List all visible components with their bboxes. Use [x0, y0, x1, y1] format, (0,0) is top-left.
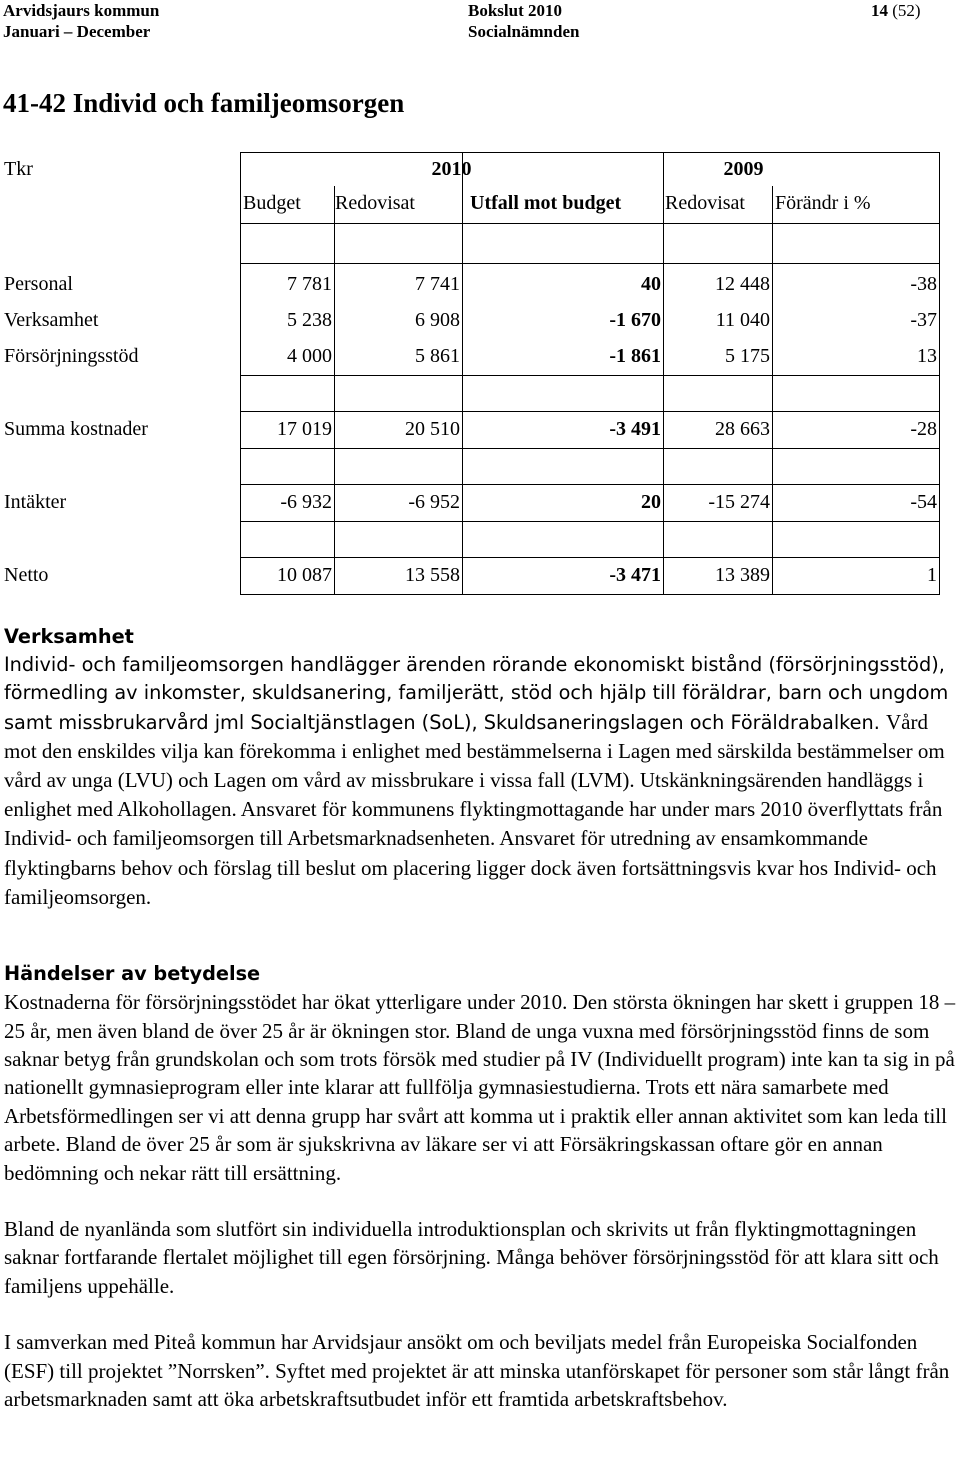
section-title: 41-42 Individ och familjeomsorgen [3, 88, 405, 118]
cell-redovisat-prev: 28 663 [715, 418, 770, 440]
col-budget: Budget [243, 192, 301, 214]
cell-forandr: 1 [927, 564, 937, 586]
cell-budget: 10 087 [277, 564, 332, 586]
handelser-paragraph-2: Bland de nyanlända som slutfört sin individuella introduktionsplan och skrivits ut från flyktingmottagningen saknar fortfarande flertalet möjlighet till egen försörjning. Många behöver försörjningsstöd för att klara sitt och familjens uppehälle. [4, 1217, 939, 1298]
header-dept: Socialnämnden [468, 22, 580, 41]
cell-budget: 5 238 [287, 309, 332, 331]
cell-budget: 4 000 [287, 345, 332, 367]
cell-forandr: -54 [910, 491, 937, 513]
col-utfall: Utfall mot budget [470, 192, 622, 214]
col-forandr: Förändr i % [775, 192, 871, 214]
col-redovisat-prev: Redovisat [665, 192, 745, 214]
handelser-paragraph-3: I samverkan med Piteå kommun har Arvidsjaur ansökt om och beviljats medel från Europeiska Socialfonden (ESF) till projektet ”Norrsken”. Syftet med projektet är att minska utanförskapet för personer som står långt från arbetsmarknaden samt att öka arbetskraftsutbudet inför ett framtida arbetskraftsbehov. [4, 1330, 950, 1412]
cell-utfall: 40 [641, 273, 661, 295]
cell-redovisat: 20 510 [405, 418, 460, 440]
cell-utfall: -1 861 [609, 345, 661, 367]
verksamhet-heading: Verksamhet [4, 625, 134, 648]
cell-forandr: -37 [910, 309, 937, 331]
unit-label: Tkr [4, 158, 33, 180]
cell-budget: -6 932 [280, 491, 332, 513]
cell-redovisat: 6 908 [415, 309, 460, 331]
cell-redovisat: -6 952 [408, 491, 460, 513]
cell-redovisat: 13 558 [405, 564, 460, 586]
verksamhet-body [4, 651, 956, 912]
row-label: Försörjningsstöd [4, 345, 139, 367]
row-label: Intäkter [4, 491, 67, 513]
cell-utfall: -3 471 [609, 564, 661, 586]
row-label: Verksamhet [4, 309, 99, 331]
cell-redovisat-prev: -15 274 [708, 491, 770, 513]
verksamhet-body-continued: Vård mot den enskildes vilja kan förekomma i enlighet med bestämmelserna i Lagen med särskilda bestämmelser om vård av unga (LVU) och Lagen om vård av missbrukare i vissa fall (LVM). Utskänkningsärenden handläggs i enlighet med Alkohollagen. Ansvaret för kommunens flyktingmottagande har under mars 2010 överflyttats från Individ- och familjeomsorgen till Arbetsmarknadsenheten. Ansvaret för utredning av ensamkommande flyktingbarns behov och förslag till beslut om placering ligger dock även fortsättningsvis kvar hos Individ- och familjeomsorgen. [4, 709, 945, 909]
financial-table [0, 0, 960, 600]
header-period: Januari – December [3, 22, 151, 41]
verksamhet-section [4, 623, 956, 912]
row-label: Personal [4, 273, 73, 295]
cell-redovisat-prev: 11 040 [715, 309, 770, 331]
year-current: 2010 [431, 158, 472, 180]
cell-utfall: 20 [641, 491, 661, 513]
handelser-heading: Händelser av betydelse [4, 962, 261, 985]
cell-budget: 17 019 [277, 418, 332, 440]
col-redovisat: Redovisat [335, 192, 415, 214]
header-org: Arvidsjaurs kommun [3, 1, 160, 20]
cell-redovisat-prev: 13 389 [715, 564, 770, 586]
cell-utfall: -3 491 [609, 418, 661, 440]
year-previous: 2009 [723, 158, 764, 180]
handelser-paragraph-1: Kostnaderna för försörjningsstödet har ökat ytterligare under 2010. Den största ökningen har skett i gruppen 18 – 25 år, men även bland de över 25 år är ökningen stor. Bland de unga vuxna med försörjningsstöd finns de som saknar betyg från grundskolan och som trots försök med studier på IV (Individuellt program) inte kan ta sig in på nationellt gymnasieprogram eller inte klarar att fullfölja gymnasiestudierna. Trots ett nära samarbete med Arbetsförmedlingen ser vi att denna grupp har svårt att komma ut i praktik eller annan aktivitet som kan leda till arbete. Bland de över 25 år som är sjukskrivna av läkare ser vi att Försäkringskassan oftare gör en annan bedömning och nekar rätt till ersättning. [4, 990, 956, 1185]
row-label: Netto [4, 564, 49, 586]
cell-redovisat: 5 861 [415, 345, 460, 367]
cell-forandr: -38 [910, 273, 937, 295]
cell-redovisat-prev: 5 175 [725, 345, 770, 367]
cell-redovisat-prev: 12 448 [715, 273, 770, 295]
cell-budget: 7 781 [287, 273, 332, 295]
header-doc: Bokslut 2010 [468, 1, 562, 20]
cell-redovisat: 7 741 [415, 273, 460, 295]
cell-forandr: -28 [910, 418, 937, 440]
handelser-section [4, 960, 956, 1413]
row-label: Summa kostnader [4, 418, 148, 440]
cell-utfall: -1 670 [609, 309, 661, 331]
verksamhet-body-text: Individ- och familjeomsorgen handlägger ärenden rörande ekonomiskt bistånd (försörjningsstöd), förmedling av inkomster, skuldsanering, familjerätt, stöd och hjälp till föräldrar, barn och ungdom samt missbrukarvård jml Socialtjänstlagen (SoL), Skuldsaneringslagen och Föräldrabalken. [4, 653, 949, 734]
page-number: 14 (52) [871, 1, 921, 20]
cell-forandr: 13 [917, 345, 937, 367]
